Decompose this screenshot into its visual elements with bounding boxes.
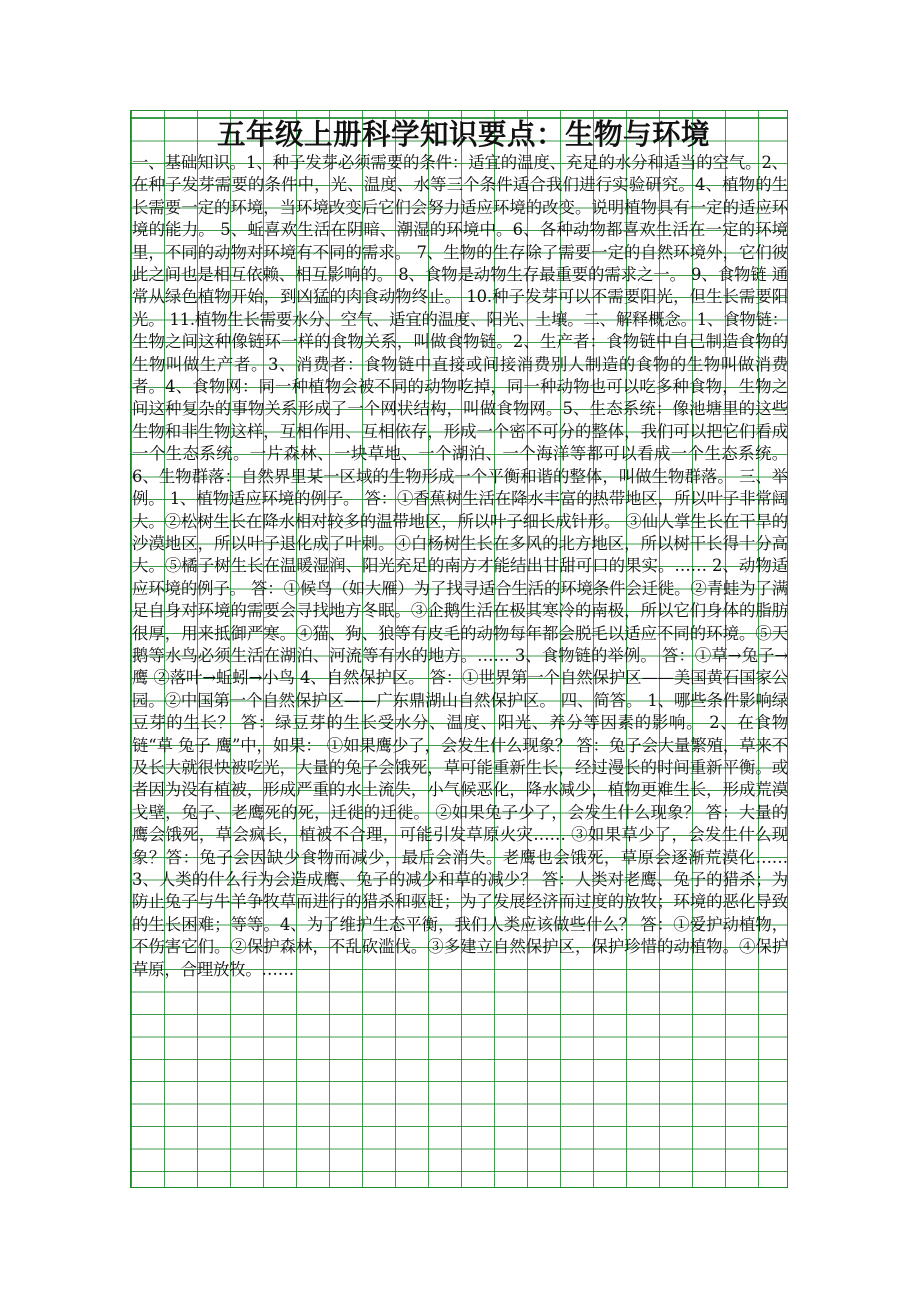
document-body: 一、基础知识。1、种子发芽必须需要的条件：适宜的温度、充足的水分和适当的空气。2、在种子发芽需要的条件中，光、温度、水等三个条件适合我们进行实验研究。4、植物的生长需要一定的环境，当环境改变后它们会努力适应环境的改变。说明植物具有一定的适应环境的能力。 5、蚯喜欢生活在阴暗、潮湿的环境中。6、各种动物都喜欢生活在一定的环境里，不同的动物对环境有不同的需求。 7、生物的生存除了需要一定的自然环境外，它们彼此之间也是相互依赖、相互影响的。 8、食物是动物生存最重要的需求之一。 9、食物链 通常从绿色植物开始，到凶猛的肉食动物终止。 10.种子发芽可以不需要阳光，但生长需要阳光。 11.植物生长需要水分、空气、适宜的温度、阳光、土壤。二、解释概念。1、食物链：生物之间这种像链环一样的食物关系，叫做食物链。2、生产者：食物链中自己制造食物的生物叫做生产者。3、消费者：食物链中直接或间接消费别人制造的食物的生物叫做消费者。4、食物网：同一种植物会被不同的动物吃掉，同一种动物也可以吃多种食物，生物之间这种复杂的事物关系形成了一个网状结构，叫做食物网。5、生态系统：像池塘里的这些生物和非生物这样，互相作用、互相依存，形成一个密不可分的整体，我们可以把它们看成一个生态系统。一片森林、一块草地、一个湖泊、一个海洋等都可以看成一个生态系统。6、生物群落：自然界里某一区域的生物形成一个平衡和谐的整体，叫做生物群落。 三、举例。 1、植物适应环境的例子。 答：①香蕉树生活在降水丰富的热带地区，所以叶子非常阔大。②松树生长在降水相对较多的温带地区，所以叶子细长成针形。 ③仙人掌生长在干旱的沙漠地区，所以叶子退化成了叶刺。④白杨树生长在多风的北方地区，所以树干长得十分高大。⑤橘子树生长在温暖湿润、阳光充足的南方才能结出甘甜可口的果实。…… 2、动物适应环境的例子。 答：①候鸟（如大雁）为了找寻适合生活的环境条件会迁徙。②青蛙为了满足自身对环境的需要会寻找地方冬眠。③企鹅生活在极其寒冷的南极，所以它们身体的脂肪很厚，用来抵御严寒。④猫、狗、狼等有皮毛的动物每年都会脱毛以适应不同的环境。⑤天鹅等水鸟必须生活在湖泊、河流等有水的地方。…… 3、食物链的举例。 答：①草→兔子→鹰 ②落叶→蚯蚓→小鸟 4、自然保护区。 答：①世界第一个自然保护区——美国黄石国家公园。②中国第一个自然保护区——广东鼎湖山自然保护区。 四、简答。 1、哪些条件影响绿豆芽的生长？ 答：绿豆芽的生长受水分、温度、阳光、养分等因素的影响。 2、在食物链“草 兔子 鹰”中，如果： ①如果鹰少了，会发生什么现象？ 答：兔子会大量繁殖，草来不及长大就很快被吃光，大量的兔子会饿死，草可能重新生长，经过漫长的时间重新平衡。或者因为没有植被，形成严重的水土流失，小气候恶化，降水减少，植物更难生长，形成荒漠戈壁，兔子、老鹰死的死，迁徙的迁徙。 ②如果兔子少了，会发生什么现象？ 答：大量的鹰会饿死，草会疯长，植被不合理，可能引发草原火灾…… ③如果草少了，会发生什么现象？答：兔子会因缺少食物而减少，最后会消失。老鹰也会饿死，草原会逐渐荒漠化…… 3、人类的什么行为会造成鹰、兔子的减少和草的减少？ 答：人类对老鹰、兔子的猎杀；为防止兔子与牛羊争牧草而进行的猎杀和驱赶；为了发展经济而过度的放牧；环境的恶化导致的生长困难；等等。4、为了维护生态平衡，我们人类应该做些什么？ 答：①爱护动植物，不伤害它们。②保护森林，不乱砍滥伐。③多建立自然保护区，保护珍惜的动植物。④保护草原，合理放牧。……	[132, 153, 788, 979]
document-title: 五年级上册科学知识要点：生物与环境	[216, 117, 710, 151]
grid-paper-sheet	[130, 110, 788, 1188]
